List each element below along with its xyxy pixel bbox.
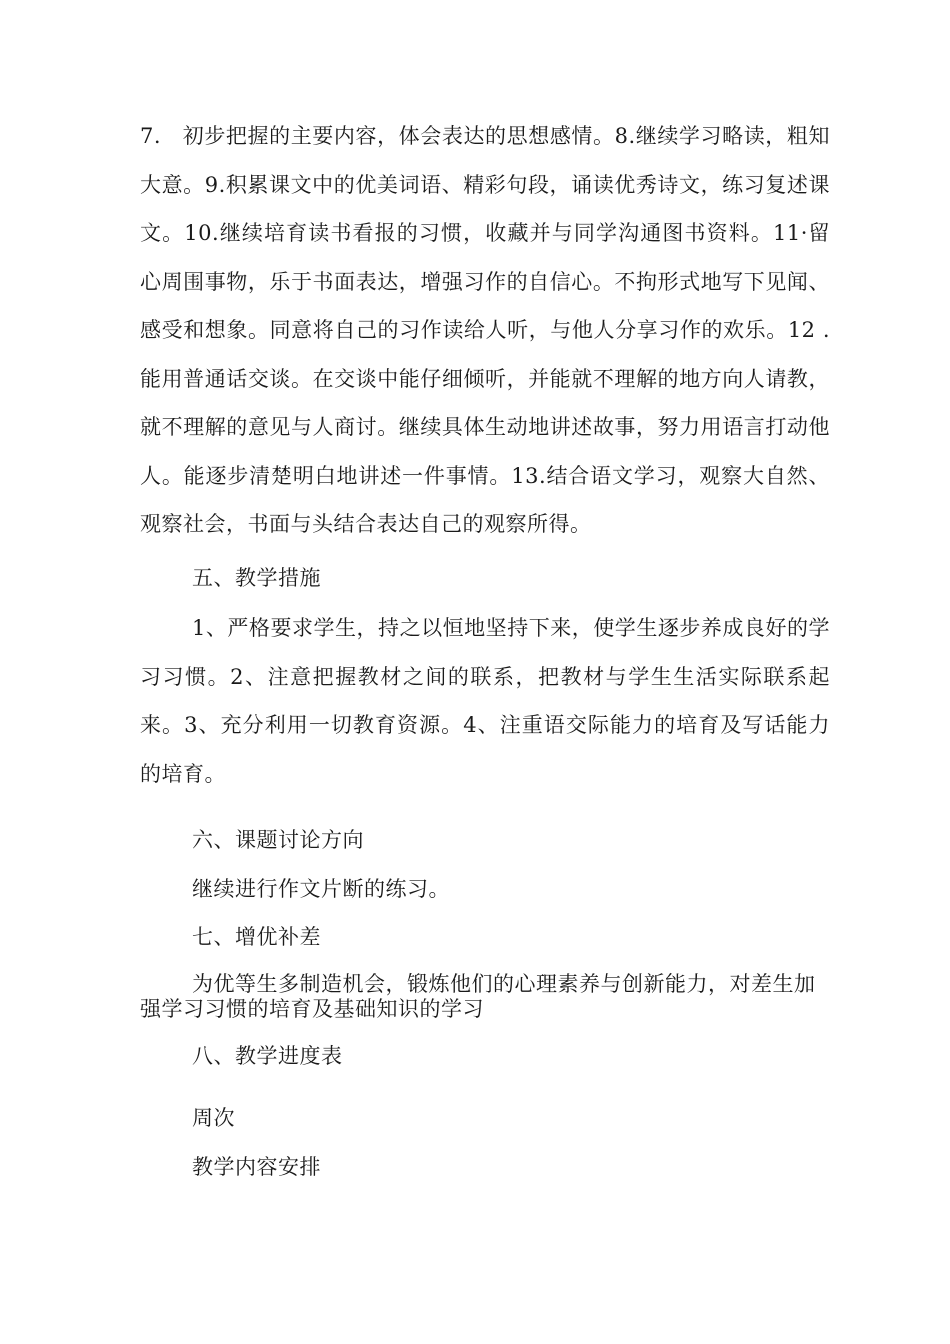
section-heading-teaching-measures: 五、教学措施: [192, 565, 321, 590]
research-direction-paragraph: 继续进行作文片断的练习。: [192, 876, 450, 901]
section-heading-tutoring: 七、增优补差: [192, 925, 321, 949]
document-page: [140, 112, 830, 1191]
objectives-paragraph: 7. 初步把握的主要内容，体会表达的思想感情。8.继续学习略读，粗知大意。9.积累课文中的优美词语、精彩句段，诵读优秀诗文，练习复述课文。10.继续培育读书看报的习惯，收藏并与同学沟通图书资料。11·留心周围事物，乐于书面表达，增强习作的自信心。不拘形式地写下见闻、感受和想象。同意将自己的习作读给人听，与他人分享习作的欢乐。12 .能用普通话交谈。在交谈中能仔细倾听，并能就不理解的地方向人请教，就不理解的意见与人商讨。继续具体生动地讲述故事，努力用语言打动他人。能逐步清楚明白地讲述一件事情。13.结合语文学习，观察大自然、观察社会，书面与头结合表达自己的观察所得。: [140, 124, 830, 536]
section-heading-schedule: 八、教学进度表: [192, 1043, 343, 1068]
teaching-measures-paragraph: 1、严格要求学生，持之以恒地坚持下来，使学生逐步养成良好的学习习惯。2、注意把握教材之间的联系，把教材与学生生活实际联系起来。3、充分利用一切教育资源。4、注重语交际能力的培育及写话能力的培育。: [140, 616, 830, 786]
schedule-column-content: 教学内容安排: [192, 1154, 321, 1179]
schedule-column-week: 周次: [192, 1106, 235, 1130]
tutoring-paragraph: 为优等生多制造机会，锻炼他们的心理素养与创新能力，对差生加强学习习惯的培育及基础知识的学习: [140, 971, 816, 1021]
section-heading-research-direction: 六、课题讨论方向: [192, 828, 364, 852]
